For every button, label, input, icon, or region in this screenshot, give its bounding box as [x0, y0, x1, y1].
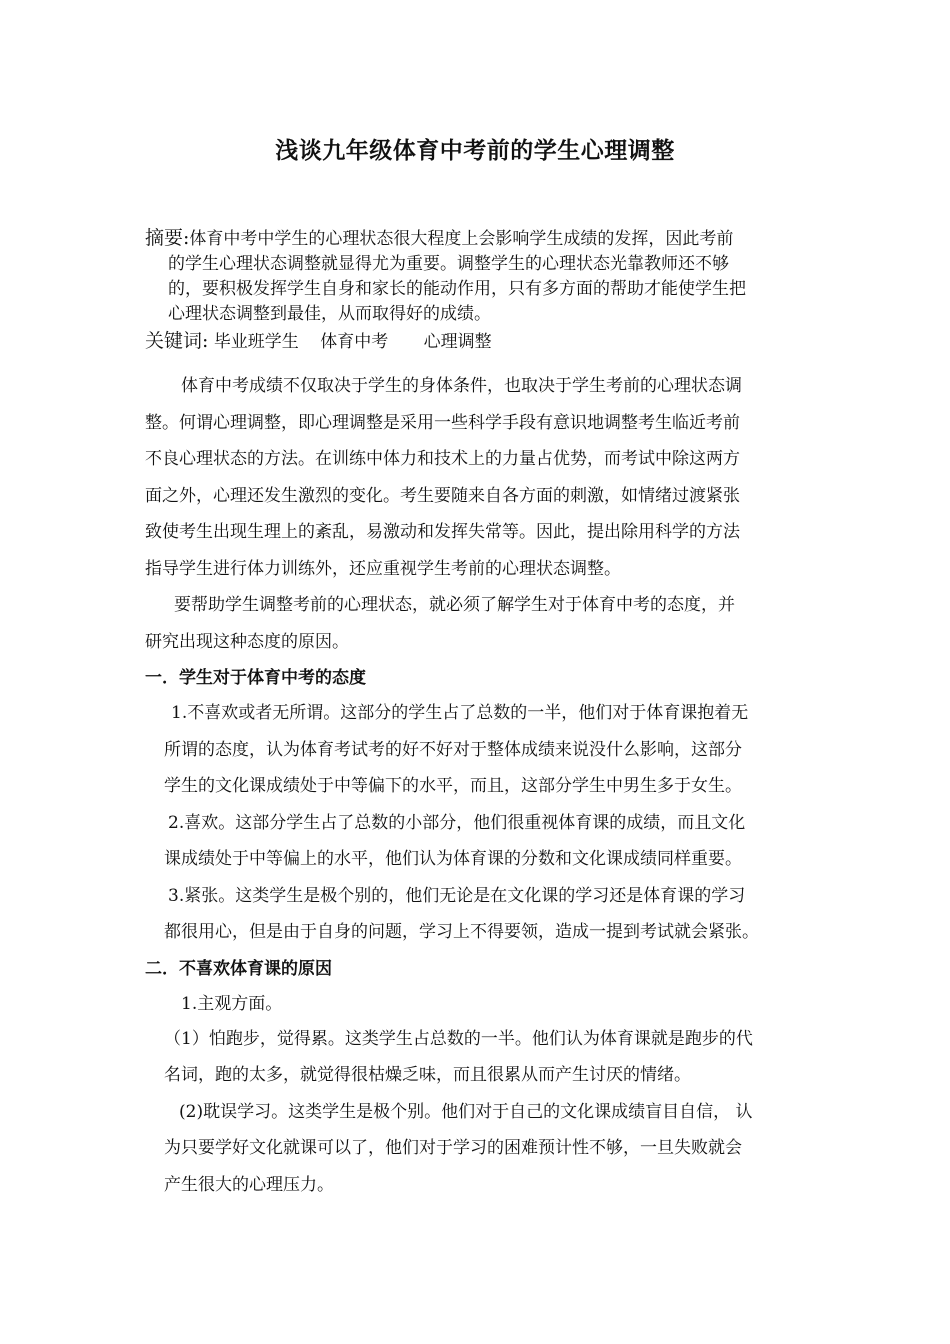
list-item-line: 课成绩处于中等偏上的水平，他们认为体育课的分数和文化课成绩同样重要。 [164, 849, 742, 869]
list-item-line: 为只要学好文化就课可以了，他们对于学习的困难预计性不够，一旦失败就会 [164, 1138, 742, 1158]
list-item-line: (2)耽误学习。这类学生是极个别。他们对于自己的文化课成绩盲目自信， 认 [179, 1101, 753, 1122]
list-item-line: 产生很大的心理压力。 [164, 1174, 334, 1195]
keywords [145, 326, 492, 353]
paragraph-line: 指导学生进行体力训练外，还应重视学生考前的心理状态调整。 [145, 558, 621, 579]
abstract-label: 摘要: [145, 227, 190, 249]
list-item-line: 名词，跑的太多，就觉得很枯燥乏味，而且很累从而产生讨厌的情绪。 [164, 1065, 691, 1085]
paragraph-line: 要帮助学生调整考前的心理状态，就必须了解学生对于体育中考的态度，并 [174, 595, 735, 615]
abstract-line: 的，要积极发挥学生自身和家长的能动作用，只有多方面的帮助才能使学生把 [168, 279, 746, 299]
section-heading: 二．不喜欢体育课的原因 [145, 958, 332, 979]
keyword: 体育中考 [320, 332, 389, 352]
paragraph-line: 研究出现这种态度的原因。 [145, 631, 349, 652]
paragraph-line: 整。何谓心理调整，即心理调整是采用一些科学手段有意识地调整考生临近考前 [145, 412, 740, 433]
subsection-heading: 1.主观方面。 [181, 993, 283, 1014]
list-item-line: （1）怕跑步，觉得累。这类学生占总数的一半。他们认为体育课就是跑步的代 [164, 1028, 753, 1049]
abstract [145, 226, 810, 327]
document-title: 浅谈九年级体育中考前的学生心理调整 [275, 137, 675, 164]
body-text [145, 372, 810, 1207]
list-item-line: 都很用心，但是由于自身的问题，学习上不得要领，造成一提到考试就会紧张。 [164, 922, 759, 942]
abstract-line: 心理状态调整到最佳，从而取得好的成绩。 [168, 304, 491, 324]
list-item-line: 2.喜欢。这部分学生占了总数的小部分，他们很重视体育课的成绩，而且文化 [168, 812, 746, 833]
paragraph-line: 致使考生出现生理上的紊乱，易激动和发挥失常等。因此，提出除用科学的方法 [145, 522, 740, 542]
list-item-line: 所谓的态度，认为体育考试考的好不好对于整体成绩来说没什么影响，这部分 [164, 739, 742, 760]
section-heading: 一．学生对于体育中考的态度 [145, 668, 366, 688]
paragraph-line: 不良心理状态的方法。在训练中体力和技术上的力量占优势，而考试中除这两方 [145, 449, 740, 469]
list-item-line: 学生的文化课成绩处于中等偏下的水平，而且，这部分学生中男生多于女生。 [164, 776, 742, 796]
keyword: 毕业班学生 [213, 332, 299, 352]
keywords-label: 关键词: [145, 330, 209, 352]
abstract-line [145, 226, 810, 252]
paragraph-line: 体育中考成绩不仅取决于学生的身体条件，也取决于学生考前的心理状态调 [181, 376, 742, 396]
keyword: 心理调整 [423, 332, 492, 352]
abstract-text: 体育中考中学生的心理状态很大程度上会影响学生成绩的发挥，因此考前 [189, 229, 734, 249]
paragraph-line: 面之外，心理还发生激烈的变化。考生要随来自各方面的刺激，如情绪过渡紧张 [145, 485, 740, 506]
list-item-line: 1.不喜欢或者无所谓。这部分的学生占了总数的一半，他们对于体育课抱着无 [171, 703, 749, 723]
abstract-line: 的学生心理状态调整就显得尤为重要。调整学生的心理状态光靠教师还不够 [168, 254, 729, 274]
list-item-line: 3.紧张。这类学生是极个别的，他们无论是在文化课的学习还是体育课的学习 [168, 885, 746, 906]
